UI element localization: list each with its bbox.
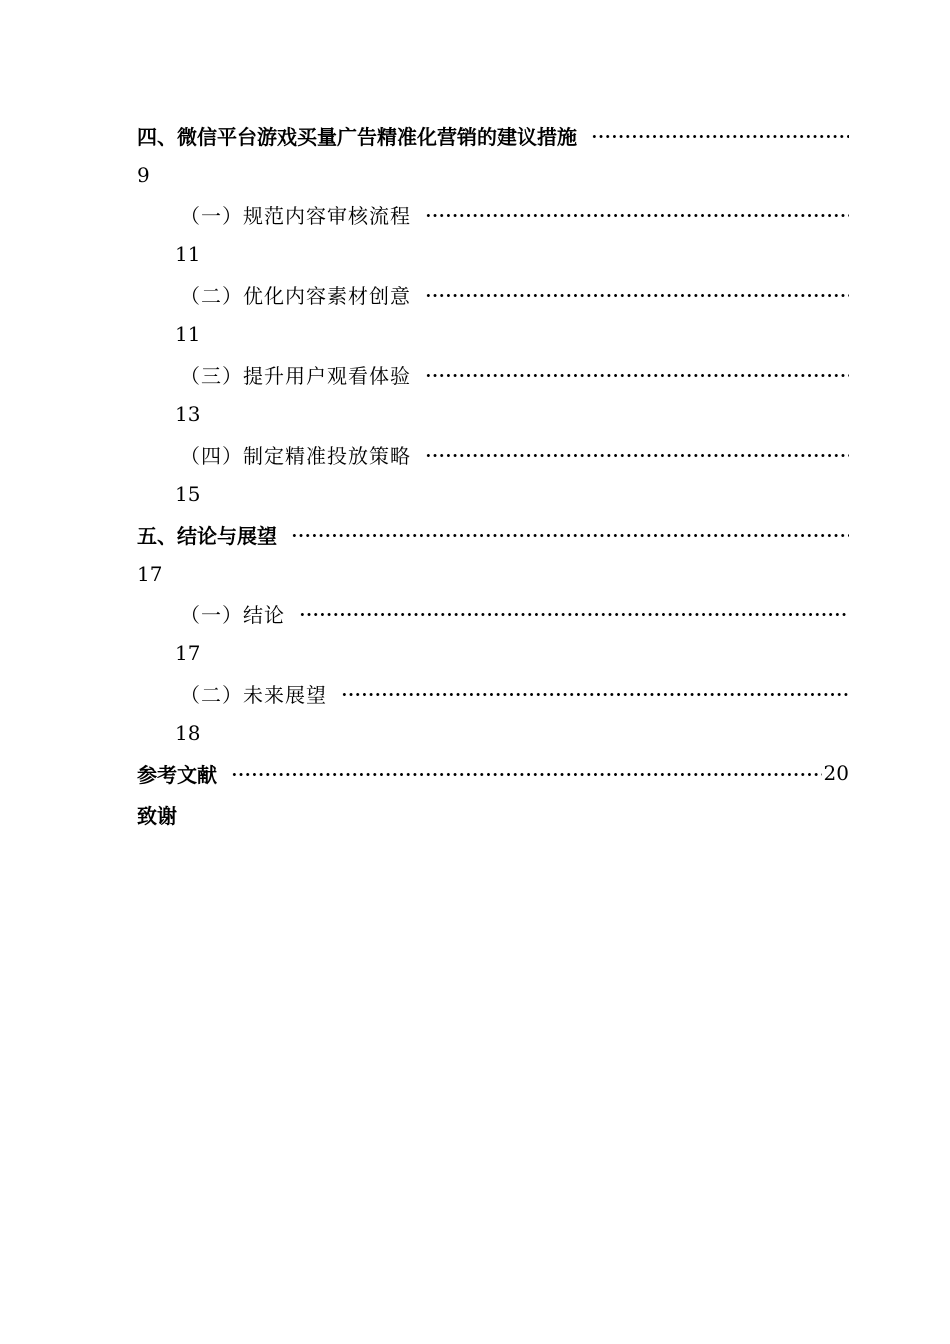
toc-entry-section-4-3[interactable] <box>180 358 849 390</box>
toc-page-number: 13 <box>175 402 201 426</box>
dot-leader <box>425 293 849 298</box>
toc-entry-chapter-4[interactable] <box>137 119 849 151</box>
toc-entry-title: 五、结论与展望 <box>137 523 277 548</box>
toc-entry-section-5-2[interactable] <box>180 677 849 709</box>
toc-page-number: 15 <box>175 482 201 506</box>
dot-leader <box>425 453 849 458</box>
toc-entry-title: （三）提升用户观看体验 <box>180 363 411 388</box>
toc-entry-title: （一）规范内容审核流程 <box>180 203 411 228</box>
toc-entry-references[interactable] <box>137 757 849 789</box>
toc-page-number: 18 <box>175 721 201 745</box>
dot-leader <box>425 213 849 218</box>
toc-entry-title: （四）制定精准投放策略 <box>180 443 411 468</box>
dot-leader <box>231 772 822 777</box>
toc-page-number: 20 <box>823 761 849 785</box>
toc-page-number: 11 <box>175 242 201 266</box>
toc-entry-title: （二）优化内容素材创意 <box>180 283 411 308</box>
toc-entry-acknowledgements[interactable] <box>137 798 849 830</box>
dot-leader <box>425 373 849 378</box>
toc-entry-section-4-2[interactable] <box>180 278 849 310</box>
toc-entry-title: （二）未来展望 <box>180 682 327 707</box>
toc-entry-chapter-5[interactable] <box>137 518 849 550</box>
toc-entry-title: （一）结论 <box>180 602 285 627</box>
toc-entry-title: 四、微信平台游戏买量广告精准化营销的建议措施 <box>137 124 577 149</box>
toc-page-number: 17 <box>137 562 163 586</box>
toc-entry-section-4-1[interactable] <box>180 198 849 230</box>
toc-entry-section-5-1[interactable] <box>180 597 849 629</box>
toc-page-number: 11 <box>175 322 201 346</box>
toc-entry-title: 致谢 <box>137 803 177 828</box>
toc-entry-title: 参考文献 <box>137 762 217 787</box>
toc-page-number: 9 <box>137 163 150 187</box>
dot-leader <box>299 612 849 617</box>
dot-leader <box>291 533 849 538</box>
toc-page-number: 17 <box>175 641 201 665</box>
toc-entry-section-4-4[interactable] <box>180 438 849 470</box>
dot-leader <box>591 134 849 139</box>
dot-leader <box>341 692 849 697</box>
